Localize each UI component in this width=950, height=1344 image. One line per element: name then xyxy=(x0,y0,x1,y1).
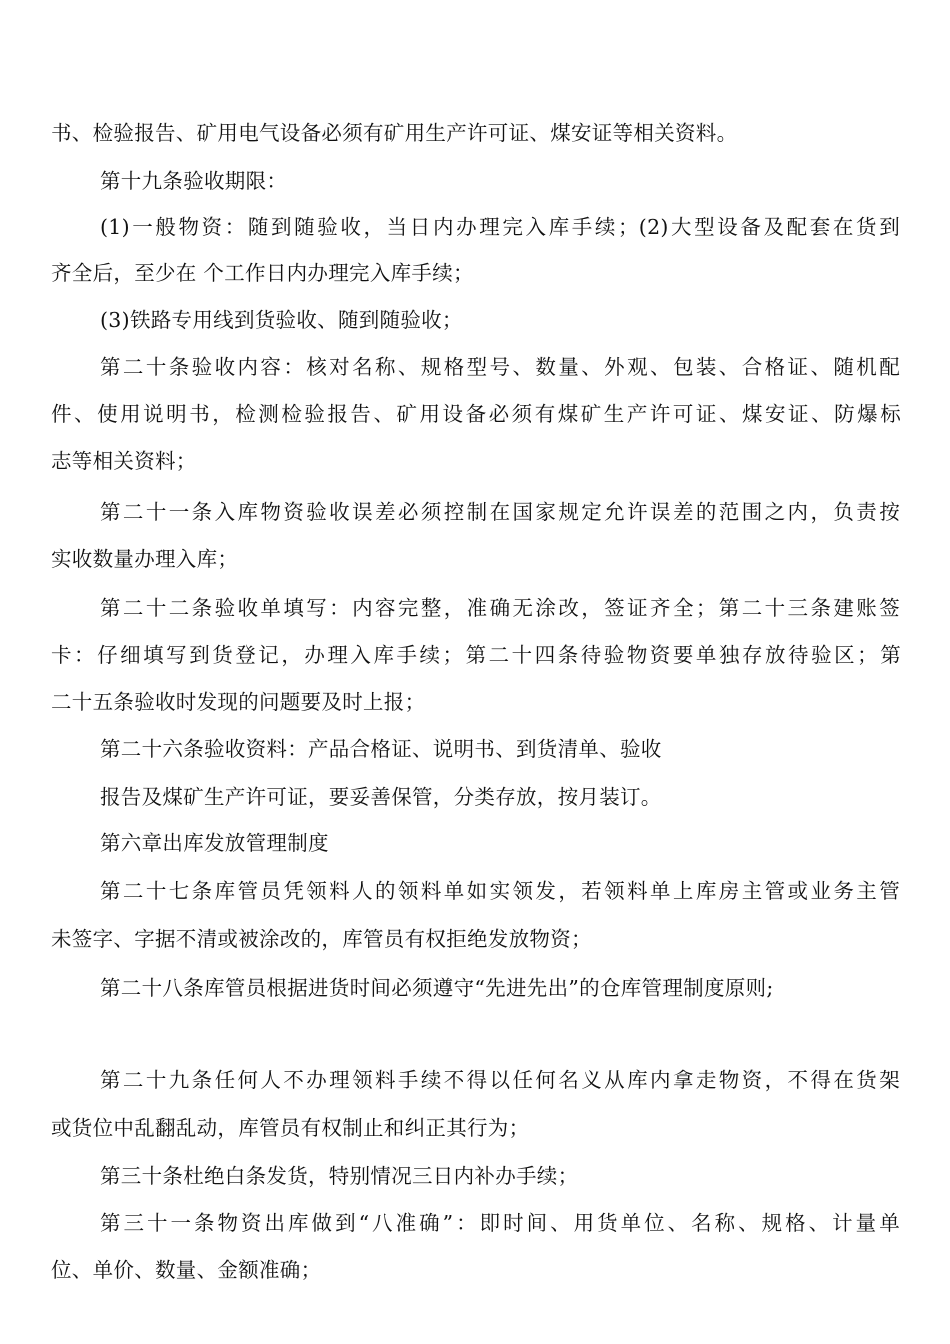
text-line-13: 二十五条验收时发现的问题要及时上报； xyxy=(51,690,426,714)
text-line-7: 件、使用说明书，检测检验报告、矿用设备必须有煤矿生产许可证、煤安证、防爆标 xyxy=(51,402,901,426)
text-line-5: (3)铁路专用线到货验收、随到随验收； xyxy=(100,308,463,332)
text-line-20: 第二十九条任何人不办理领料手续不得以任何名义从库内拿走物资，不得在货架 xyxy=(100,1068,900,1092)
text-line-3: (1)一般物资：随到随验收，当日内办理完入库手续；(2)大型设备及配套在货到 xyxy=(100,215,900,239)
text-line-2: 第十九条验收期限： xyxy=(100,169,288,193)
text-line-9: 第二十一条入库物资验收误差必须控制在国家规定允许误差的范围之内，负责按 xyxy=(100,500,900,524)
text-line-19: 第二十八条库管员根据进货时间必须遵守“先进先出”的仓库管理制度原则; xyxy=(100,976,774,1000)
text-line-18: 未签字、字据不清或被涂改的，库管员有权拒绝发放物资； xyxy=(51,927,592,951)
text-line-1: 书、检验报告、矿用电气设备必须有矿用生产许可证、煤安证等相关资料。 xyxy=(51,121,738,145)
text-line-4: 齐全后，至少在 个工作日内办理完入库手续； xyxy=(51,261,474,285)
chapter-heading: 第六章出库发放管理制度 xyxy=(100,831,329,855)
text-line-24: 位、单价、数量、金额准确； xyxy=(51,1258,322,1282)
text-line-11: 第二十二条验收单填写：内容完整，准确无涂改，签证齐全；第二十三条建账签 xyxy=(100,596,900,620)
text-line-15: 报告及煤矿生产许可证，要妥善保管，分类存放，按月装订。 xyxy=(100,785,662,809)
text-line-23: 第三十一条物资出库做到“八准确”：即时间、用货单位、名称、规格、计量单 xyxy=(100,1211,900,1235)
text-line-12: 卡：仔细填写到货登记，办理入库手续；第二十四条待验物资要单独存放待验区；第 xyxy=(51,643,901,667)
text-line-10: 实收数量办理入库； xyxy=(51,547,239,571)
text-line-8: 志等相关资料； xyxy=(51,449,197,473)
text-line-22: 第三十条杜绝白条发货，特别情况三日内补办手续； xyxy=(100,1164,579,1188)
text-line-17: 第二十七条库管员凭领料人的领料单如实领发，若领料单上库房主管或业务主管 xyxy=(100,879,900,903)
text-line-21: 或货位中乱翻乱动，库管员有权制止和纠正其行为； xyxy=(51,1116,530,1140)
text-line-6: 第二十条验收内容：核对名称、规格型号、数量、外观、包装、合格证、随机配 xyxy=(100,355,900,379)
text-line-14: 第二十六条验收资料：产品合格证、说明书、到货清单、验收 xyxy=(100,737,662,761)
